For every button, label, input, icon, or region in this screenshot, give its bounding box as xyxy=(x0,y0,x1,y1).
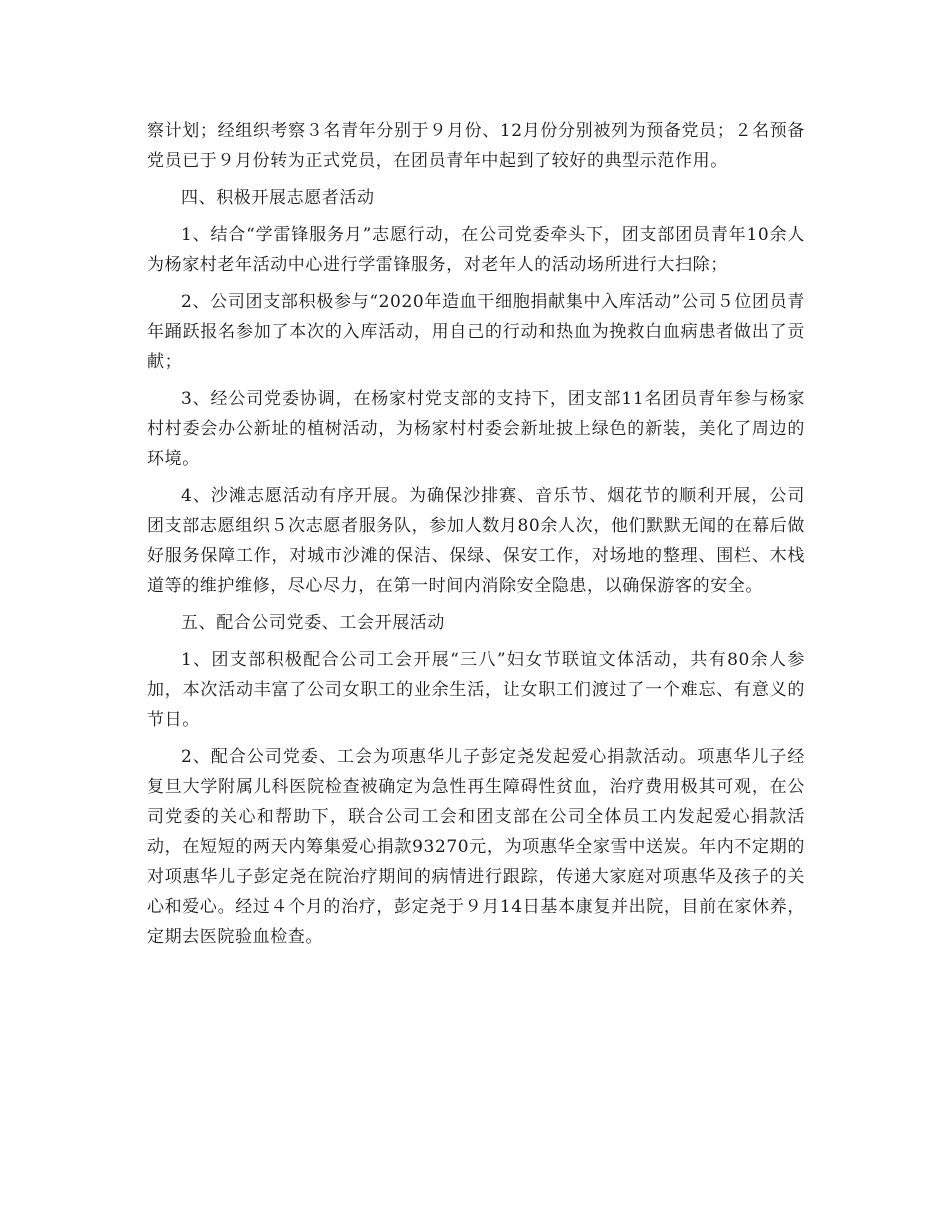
section-heading-cooperation: 五、配合公司党委、工会开展活动 xyxy=(181,613,445,633)
paragraph-item: 4、沙滩志愿活动有序开展。为确保沙排赛、音乐节、烟花节的顺利开展，公司团支部志愿组织５次志愿者服务队，参加人数月80余人次，他们默默无闻的在幕后做好服务保障工作，对城市沙滩的保洁、保绿、保安工作，对场地的整理、围栏、木栈道等的维护维修，尽心尽力，在第一时间内消除安全隐患，以确保游客的安全。 xyxy=(147,486,805,596)
document-body xyxy=(147,116,805,952)
section-heading-volunteer: 四、积极开展志愿者活动 xyxy=(181,188,375,208)
paragraph-item: 2、公司团支部积极参与“2020年造血干细胞捐献集中入库活动”公司５位团员青年踊跃报名参加了本次的入库活动，用自己的行动和热血为挽救白血病患者做出了贡献； xyxy=(147,292,805,372)
paragraph-item: 1、团支部积极配合公司工会开展“三八”妇女节联谊文体活动，共有80余人参加，本次活动丰富了公司女职工的业余生活，让女职工们渡过了一个难忘、有意义的节日。 xyxy=(147,650,805,730)
paragraph-continuation: 察计划；经组织考察３名青年分别于９月份、12月份分别被列为预备党员；２名预备党员已于９月份转为正式党员，在团员青年中起到了较好的典型示范作用。 xyxy=(147,121,805,171)
paragraph-item: 3、经公司党委协调，在杨家村党支部的支持下，团支部11名团员青年参与杨家村村委会办公新址的植树活动，为杨家村村委会新址披上绿色的新装，美化了周边的环境。 xyxy=(147,389,805,469)
paragraph-item: 2、配合公司党委、工会为项惠华儿子彭定尧发起爱心捐款活动。项惠华儿子经复旦大学附属儿科医院检查被确定为急性再生障碍性贫血，治疗费用极其可观，在公司党委的关心和帮助下，联合公司工会和团支部在公司全体员工内发起爱心捐款活动，在短短的两天内筹集爱心捐款93270元，为项惠华全家雪中送炭。年内不定期的对项惠华儿子彭定尧在院治疗期间的病情进行跟踪，传递大家庭对项惠华及孩子的关心和爱心。经过４个月的治疗，彭定尧于９月14日基本康复并出院，目前在家休养，定期去医院验血检查。 xyxy=(147,747,805,947)
paragraph-item: 1、结合“学雷锋服务月”志愿行动，在公司党委牵头下，团支部团员青年10余人为杨家村老年活动中心进行学雷锋服务，对老年人的活动场所进行大扫除； xyxy=(147,225,805,275)
